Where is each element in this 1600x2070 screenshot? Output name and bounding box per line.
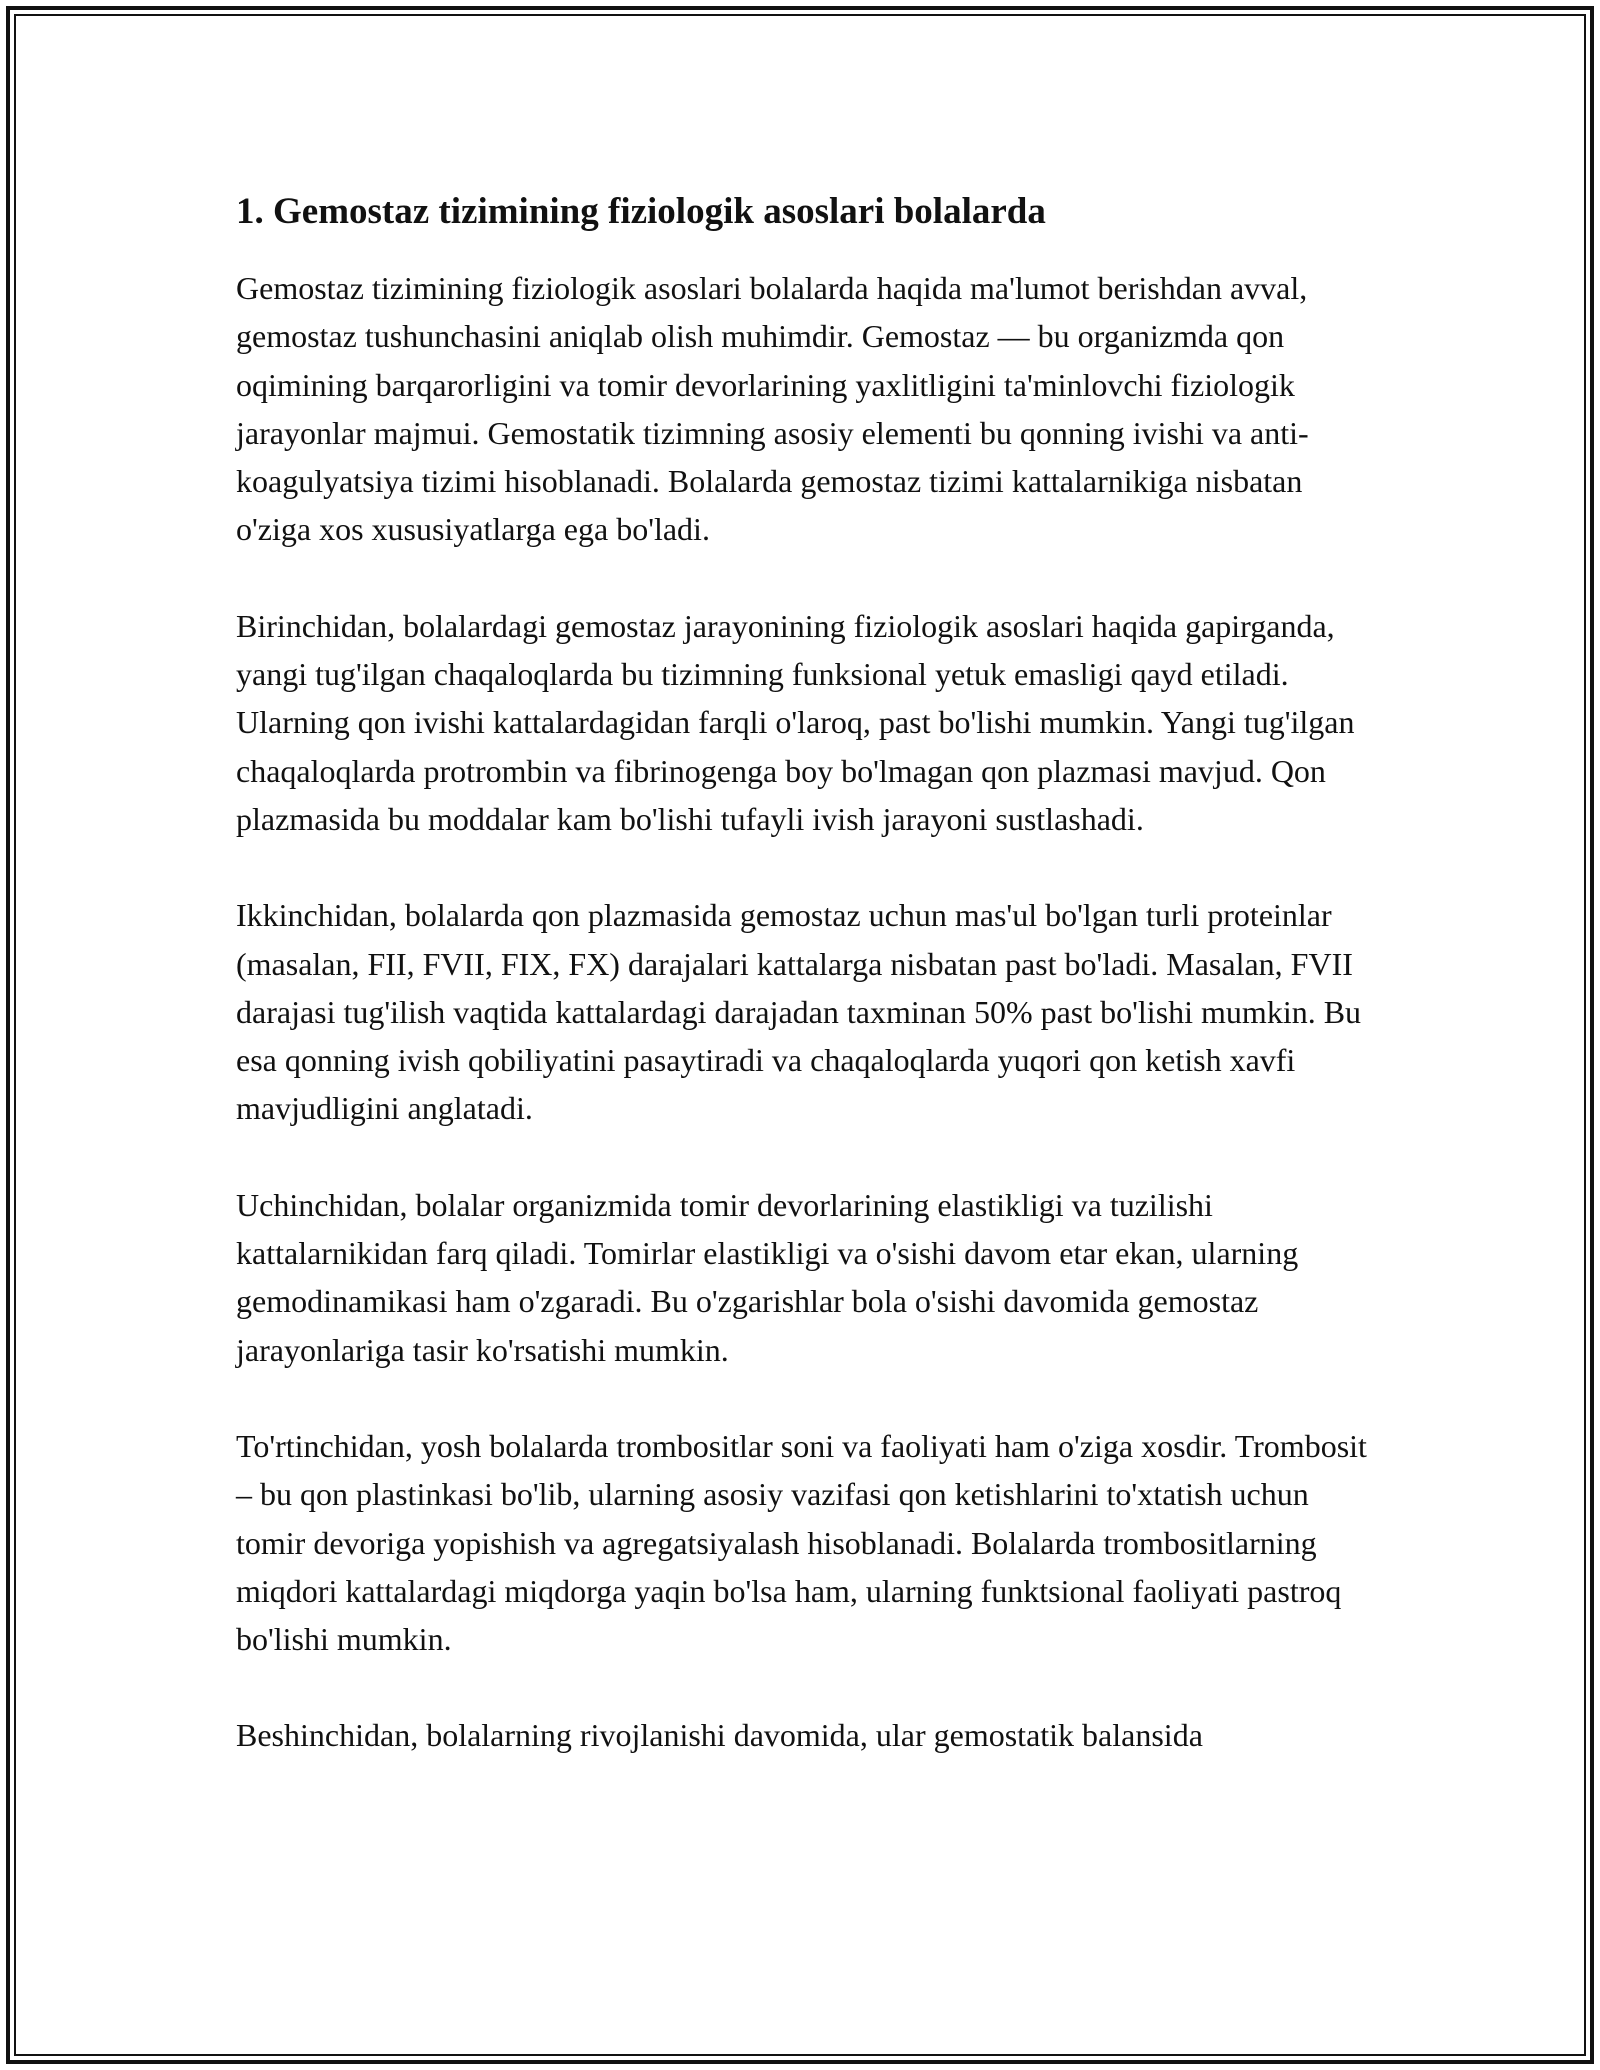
section-heading: 1. Gemostaz tizimining fiziologik asoslari bolalarda [236, 191, 1046, 232]
paragraph-fifth: Beshinchidan, bolalarning rivojlanishi davomida, ular gemostatik balansida [236, 1717, 1203, 1754]
paragraph-second: Ikkinchidan, bolalarda qon plazmasida gemostaz uchun mas'ul bo'lgan turli proteinlar (masalan, FII, FVII, FIX, FX) darajalari kattalarga nisbatan past bo'ladi. Masalan, FVII darajasi tug'ilish vaqtida kattalardagi darajadan taxminan 50% past bo'lishi mumkin. Bu esa qonning ivish qobiliyatini pasaytiradi va chaqaloqlarda yuqori qon ketish xavfi mavjudligini anglatadi. [236, 897, 1362, 1127]
paragraph-first: Birinchidan, bolalardagi gemostaz jarayonining fiziologik asoslari haqida gapirganda, yangi tug'ilgan chaqaloqlarda bu tizimning funksional yetuk emasligi qayd etiladi. Ularning qon ivishi kattalardagidan farqli o'laroq, past bo'lishi mumkin. Yangi tug'ilgan chaqaloqlarda protrombin va fibrinogenga boy bo'lmagan qon plazmasi mavjud. Qon plazmasida bu moddalar kam bo'lishi tufayli ivish jarayoni sustlashadi. [236, 607, 1355, 837]
paragraph-third: Uchinchidan, bolalar organizmida tomir devorlarining elastikligi va tuzilishi kattalarnikidan farq qiladi. Tomirlar elastikligi va o'sishi davom etar ekan, ularning gemodinamikasi ham o'zgaradi. Bu o'zgarishlar bola o'sishi davomida gemostaz jarayonlariga tasir ko'rsatishi mumkin. [236, 1186, 1299, 1368]
paragraph-fourth: To'rtinchidan, yosh bolalarda trombositlar soni va faoliyati ham o'ziga xosdir. Trombosit – bu qon plastinkasi bo'lib, ularning asosiy vazifasi qon ketishlarini to'xtatish uchun tomir devoriga yopishish va agregatsiyalash hisoblanadi. Bolalarda trombositlarning miqdori kattalardagi miqdorga yaqin bo'lsa ham, ularning funktsional faoliyati pastroq bo'lishi mumkin. [236, 1427, 1367, 1658]
paragraph-intro: Gemostaz tizimining fiziologik asoslari bolalarda haqida ma'lumot berishdan avval, gemostaz tushunchasini aniqlab olish muhimdir. Gemostaz — bu organizmda qon oqimining barqarorligini va tomir devorlarining yaxlitligini ta'minlovchi fiziologik jarayonlar majmui. Gemostatik tizimning asosiy elementi bu qonning ivishi va anti-koagulyatsiya tizimi hisoblanadi. Bolalarda gemostaz tizimi kattalarnikiga nisbatan o'ziga xos xususiyatlarga ega bo'ladi. [236, 270, 1309, 548]
document-body [236, 186, 1376, 1808]
